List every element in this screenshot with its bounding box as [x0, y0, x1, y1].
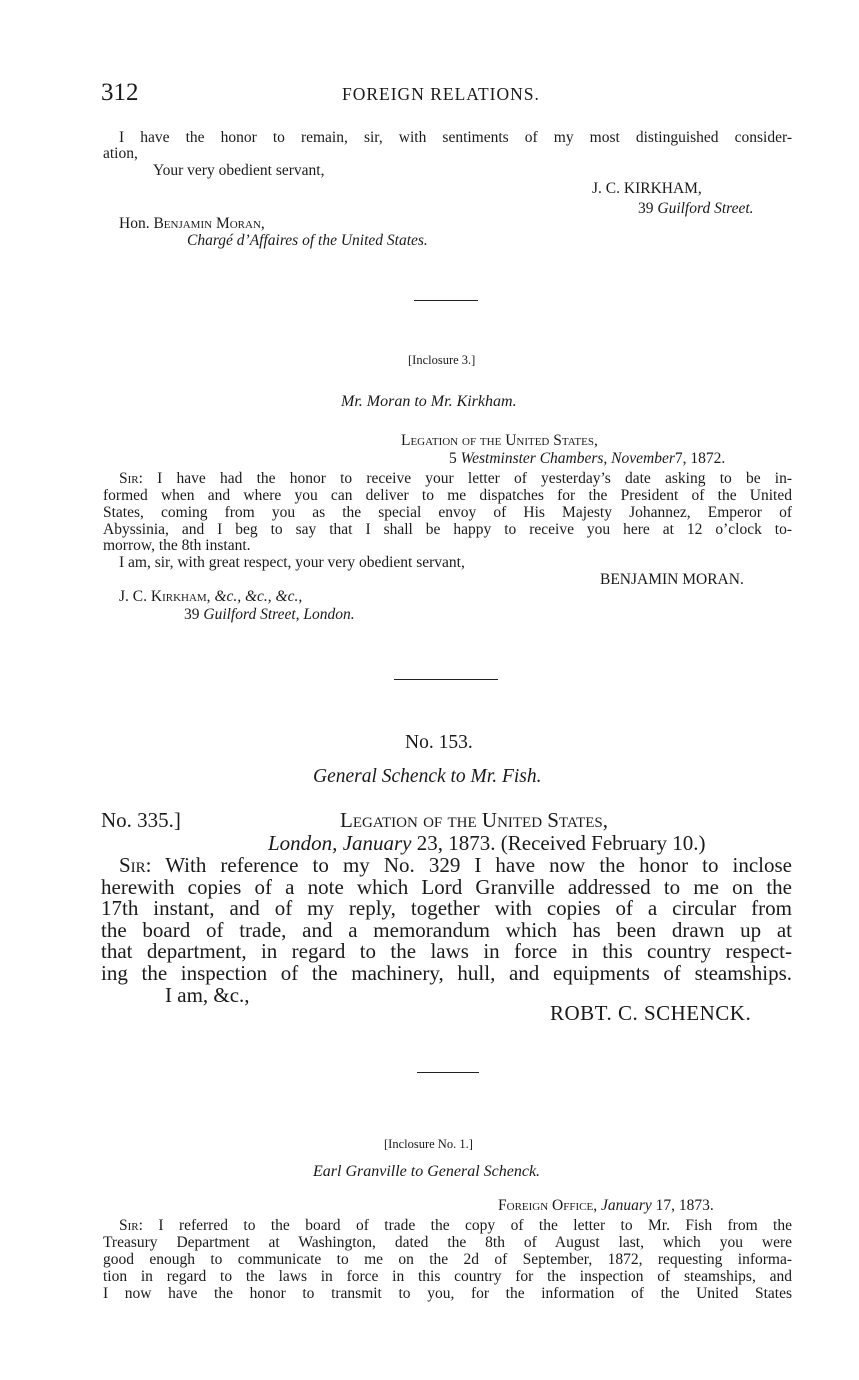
date-number: 5	[449, 450, 457, 467]
date-month: January	[600, 1197, 652, 1214]
dispatch-number: No. 335.]	[101, 808, 181, 832]
body-text: I referred to the board of trade the copy of the letter to Mr. Fish from the	[158, 1217, 792, 1234]
document-number: No. 153.	[405, 732, 473, 753]
signature: J. C. KIRKHAM,	[592, 180, 702, 197]
address-number: 39	[184, 606, 200, 623]
salutation: Sir:	[119, 470, 143, 487]
paragraph-line: 17th instant, and of my reply, together with copies of a circular from	[101, 896, 792, 920]
address-street: Guilford Street, London.	[203, 606, 355, 623]
closing-line: I am, &c.,	[165, 983, 250, 1007]
paragraph-line: ing the inspection of the machinery, hull, and equipments of steamships.	[101, 961, 792, 985]
page-number: 312	[101, 79, 139, 106]
addressee-name: Benjamin Moran,	[153, 215, 265, 232]
section-divider	[417, 1072, 479, 1073]
letter-place: Legation of the United States,	[401, 432, 598, 449]
signature: ROBT. C. SCHENCK.	[550, 1001, 752, 1025]
addressee-address	[184, 607, 355, 623]
signature-address	[638, 201, 754, 217]
paragraph-line: Abyssinia, and I beg to say that I shall be happy to receive you here at 12 o’clock to-	[103, 521, 792, 538]
salutation: Sir:	[119, 1217, 143, 1234]
paragraph-line: I now have the honor to transmit to you, for the information of the United States	[103, 1285, 792, 1302]
date-rest: 23, 1873. (Received February 10.)	[416, 831, 706, 855]
date-month: January	[342, 831, 412, 855]
addressee-title: Chargé d’Affaires of the United States.	[187, 232, 428, 249]
salutation: Sir:	[119, 853, 152, 877]
paragraph-line	[119, 855, 792, 876]
complimentary-close: Your very obedient servant,	[153, 162, 325, 179]
letter-place: Legation of the United States,	[340, 808, 609, 832]
section-divider	[414, 300, 478, 301]
addressee-prefix: Hon.	[119, 215, 150, 232]
address-number: 39	[638, 200, 654, 217]
inclosure-label: [Inclosure 3.]	[408, 353, 476, 367]
paragraph-line: herewith copies of a note which Lord Granville addressed to me on the	[101, 875, 792, 899]
paragraph-line: I have the honor to remain, sir, with sentiments of my most distinguished consider-	[119, 129, 792, 146]
body-text: With reference to my No. 329 I have now the honor to inclose	[165, 853, 792, 877]
date-city: London,	[268, 831, 338, 855]
paragraph-line: Treasury Department at Washington, dated the 8th of August last, which you were	[103, 1234, 792, 1251]
inclosure-heading: Earl Granville to General Schenck.	[313, 1163, 541, 1180]
signature: BENJAMIN MORAN.	[600, 571, 744, 588]
date-place: Westminster Chambers, November	[460, 450, 675, 467]
closing-line: I am, sir, with great respect, your very obedient servant,	[119, 554, 465, 571]
address-street: Guilford Street.	[657, 200, 754, 217]
paragraph-line: formed when and where you can deliver to me dispatches for the President of the United	[103, 487, 792, 504]
body-text: I have had the honor to receive your letter of yesterday’s date asking to be in-	[157, 470, 793, 487]
date-rest: 17, 1873.	[655, 1197, 714, 1214]
paragraph-line: good enough to communicate to me on the 2d of September, 1872, requesting informa-	[103, 1251, 792, 1268]
addressee-name: J. C. Kirkham,	[119, 588, 211, 605]
paragraph-line: States, coming from you as the special envoy of His Majesty Johannez, Emperor of	[103, 504, 792, 521]
section-divider	[394, 679, 498, 680]
running-title: FOREIGN RELATIONS.	[342, 84, 540, 104]
addressee-etc: &c., &c., &c.,	[214, 588, 303, 605]
letter-date	[268, 833, 705, 854]
addressee	[119, 216, 265, 232]
paragraph-line: the board of trade, and a memorandum which has been drawn up at	[101, 918, 792, 942]
paragraph-line: tion in regard to the laws in force in this country for the inspection of steamships, and	[103, 1268, 792, 1285]
letter-place-date	[498, 1198, 714, 1214]
document-heading: General Schenck to Mr. Fish.	[313, 766, 542, 787]
inclosure-heading: Mr. Moran to Mr. Kirkham.	[341, 393, 517, 410]
paragraph-line: that department, in regard to the laws in force in this country respect-	[101, 939, 792, 963]
letter-date	[449, 451, 725, 467]
inclosure-label: [Inclosure No. 1.]	[384, 1137, 473, 1151]
date-rest: 7, 1872.	[674, 450, 726, 467]
paragraph-line: morrow, the 8th instant.	[103, 537, 251, 554]
paragraph-line	[119, 471, 792, 487]
addressee	[119, 589, 302, 605]
paragraph-line: ation,	[103, 145, 138, 162]
paragraph-line	[119, 1218, 792, 1234]
letter-place: Foreign Office,	[498, 1197, 598, 1214]
